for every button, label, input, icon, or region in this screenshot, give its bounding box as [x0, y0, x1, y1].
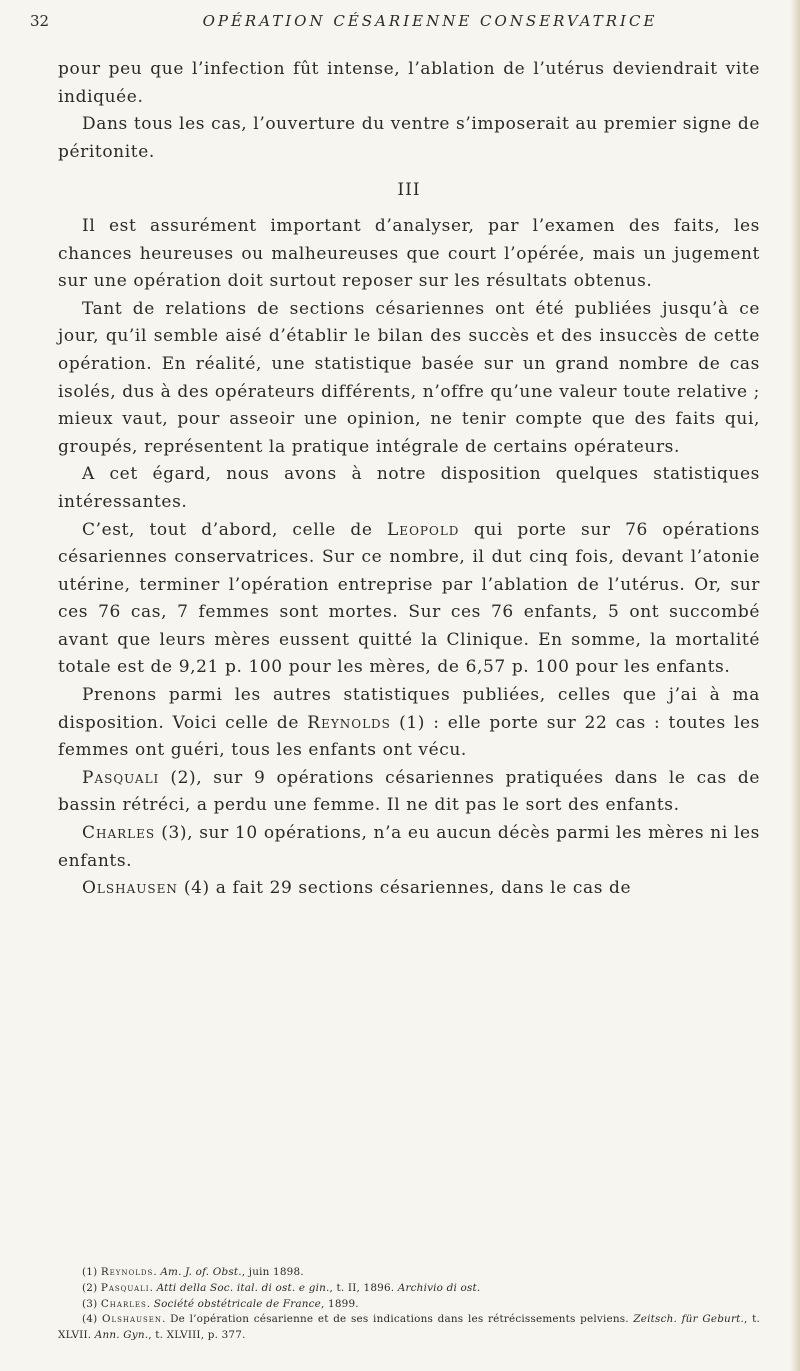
footnote-author: Olshausen: [101, 1313, 163, 1326]
footnote-source: Zeitsch. für Geburt.: [633, 1313, 744, 1326]
text-run: (4) a fait 29 sections césariennes, dans le cas de: [177, 878, 632, 899]
page-number: 32: [30, 12, 50, 30]
footnote-source: Archivio di ost.: [397, 1281, 481, 1294]
paragraph-10: [58, 875, 760, 903]
paragraph-8: [58, 765, 760, 820]
author-name: Pasquali: [82, 767, 160, 788]
footnote-number: (2): [82, 1281, 101, 1294]
author-name: Reynolds: [307, 712, 391, 733]
footnote-source: Ann. Gyn.: [94, 1329, 149, 1342]
paragraph-2: Dans tous les cas, l’ouverture du ventre s’imposerait au premier signe de péritonite.: [58, 114, 760, 162]
footnotes: [58, 1265, 760, 1344]
text-run: .: [153, 1266, 161, 1278]
author-name: Charles: [82, 823, 156, 844]
paragraph-1: pour peu que l’infection fût intense, l’ablation de l’utérus deviendrait vite indiquée.: [58, 59, 760, 107]
page-header: [30, 12, 770, 36]
footnote-author: Charles: [100, 1297, 147, 1310]
footnote-source: Société obstétricale de France: [153, 1297, 322, 1310]
footnote-source: Am. J. of. Obst.: [160, 1266, 242, 1278]
text-run: , t. II, 1896.: [329, 1281, 398, 1294]
footnote-author: Pasquali: [100, 1281, 150, 1294]
author-name: Olshausen: [82, 878, 178, 899]
paragraph-9: [58, 820, 760, 875]
text-run: (3), sur 10 opérations, n’a eu aucun décès parmi les mères ni les enfants.: [58, 823, 760, 871]
paragraph-5: A cet égard, nous avons à notre disposition quelques statistiques intéressantes.: [58, 464, 760, 512]
text-run: Prenons parmi les autres statistiques publiées, celles que j’ai à ma disposition. Voici celle de: [58, 685, 760, 733]
text-run: , juin 1898.: [241, 1266, 304, 1278]
footnote-3: [58, 1297, 760, 1313]
footnote-number: (3): [82, 1297, 101, 1310]
author-name: Leopold: [387, 519, 460, 540]
footnote-1: [58, 1265, 760, 1281]
section-heading: III: [397, 180, 421, 201]
footnote-number: (4): [82, 1313, 102, 1326]
text-run: .: [146, 1297, 154, 1310]
footnote-number: (1): [82, 1266, 101, 1278]
paragraph-4: Tant de relations de sections césariennes ont été publiées jusqu’à ce jour, qu’il semble aisé d’établir le bilan des succès et des insuccès de cette opération. En réalité, une statistique basée sur un grand nombre de cas isolés, dus à des opérateurs différents, n’offre qu’une valeur toute relative ; mieux vaut, pour asseoir une opinion, ne tenir compte que des faits qui, groupés, représentent la pratique intégrale de certains opérateurs.: [58, 298, 760, 457]
page-edge-shadow: [790, 0, 800, 1371]
text-run: C’est, tout d’abord, celle de: [82, 519, 388, 540]
text-run: (2), sur 9 opérations césariennes pratiquées dans le cas de bassin rétréci, a perdu une femme. Il ne dit pas le sort des enfants.: [58, 767, 760, 816]
text-run: , 1899.: [321, 1297, 359, 1310]
footnote-source: Atti della Soc. ital. di ost. e gin.: [156, 1281, 330, 1294]
paragraph-7: [58, 682, 760, 765]
footnote-4: [58, 1312, 760, 1344]
text-run: .: [149, 1281, 157, 1294]
text-run: (1) : elle porte sur 22 cas : toutes les femmes ont guéri, tous les enfants ont vécu.: [58, 712, 761, 761]
footnote-2: [58, 1281, 760, 1297]
text-run: , t. XLVIII, p. 377.: [148, 1329, 246, 1342]
paragraph-3: Il est assurément important d’analyser, par l’examen des faits, les chances heureuses ou malheureuses que court l’opérée, mais un jugement sur une opération doit surtout reposer sur les résultats obtenus.: [58, 215, 760, 292]
paragraph-6: [58, 517, 760, 683]
text-run: , t. XLVII.: [58, 1313, 761, 1342]
main-text: [58, 56, 760, 903]
text-run: . De l’opération césarienne et de ses indications dans les rétrécissements pelviens.: [162, 1313, 634, 1326]
running-title: OPÉRATION CÉSARIENNE CONSERVATRICE: [202, 12, 658, 30]
text-run: qui porte sur 76 opérations césariennes conservatrices. Sur ce nombre, il dut cinq fois, devant l’atonie utérine, terminer l’opération entreprise par l’ablation de l’utérus. Or, sur ces 76 cas, 7 femmes sont mortes. Sur ces 76 enfants, 5 ont succombé avant que leurs mères eussent quitté la Clinique. En somme, la mortalité totale est de 9,21 p. 100 pour les mères, de 6,57 p. 100 pour les enfants.: [58, 519, 760, 678]
footnote-author: Reynolds: [100, 1266, 154, 1278]
